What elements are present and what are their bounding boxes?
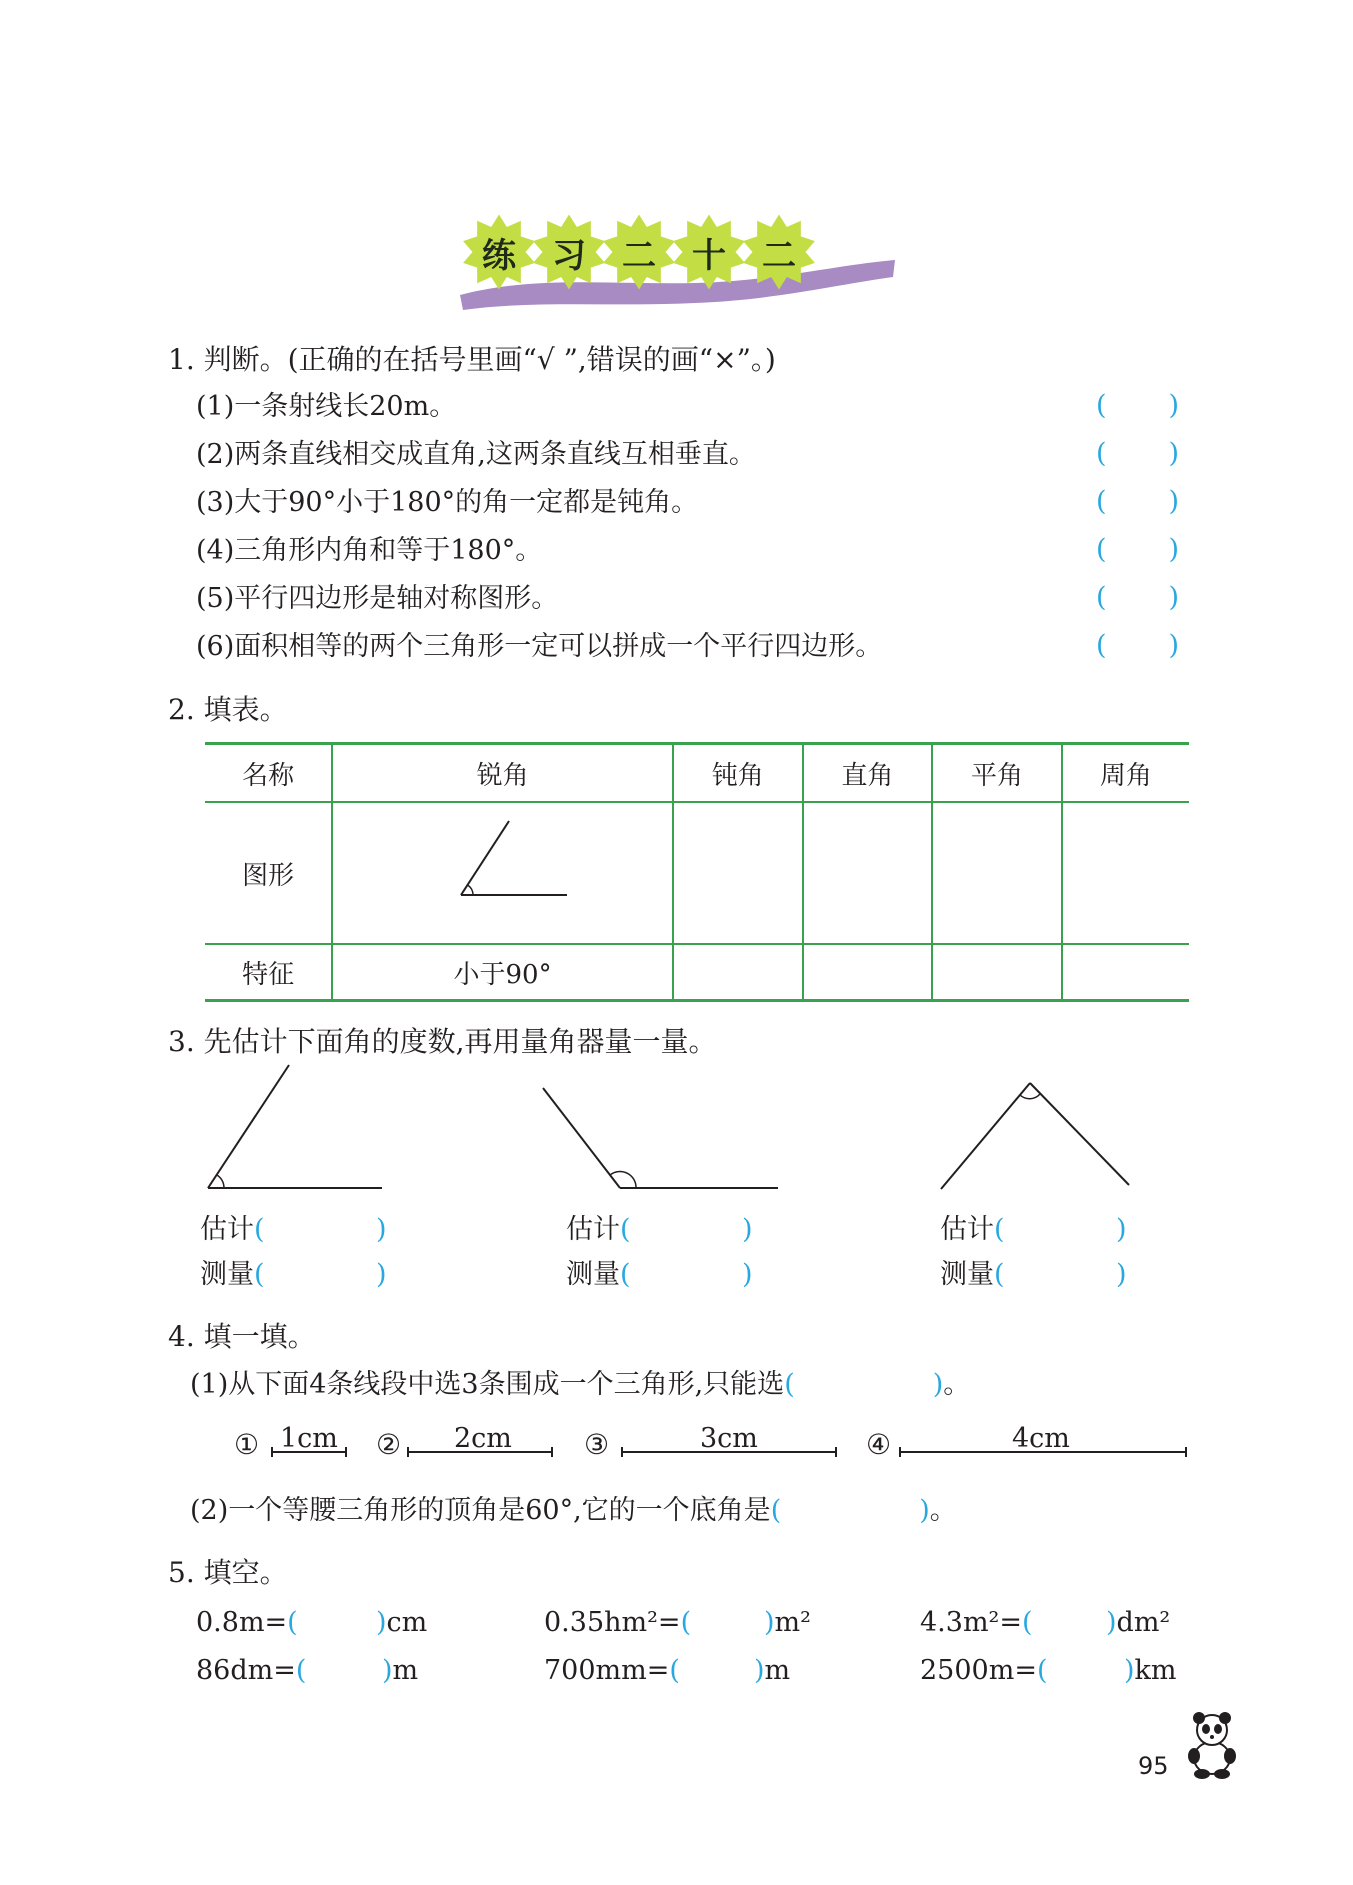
- q5-r1-c1-left[interactable]: 0.8m=(: [196, 1607, 298, 1638]
- segment-3-label: 3cm: [700, 1423, 758, 1454]
- segment-3-number: ③: [584, 1428, 610, 1461]
- q5-r1-c3-right: )dm²: [1106, 1607, 1171, 1638]
- segment-2-line: [406, 1446, 556, 1460]
- table-cell-round-shape[interactable]: [1062, 802, 1189, 944]
- page-number: 95: [1138, 1752, 1169, 1780]
- q3-estimate-2[interactable]: 估计(: [566, 1214, 631, 1245]
- segment-2-number: ②: [376, 1428, 402, 1461]
- segment-3-line: [620, 1446, 840, 1460]
- panda-mascot-icon: [1180, 1708, 1244, 1780]
- title-char-1: 练: [482, 235, 516, 276]
- q3-measure-2[interactable]: 测量(: [566, 1259, 631, 1290]
- table-cell-straight-feature[interactable]: [932, 944, 1062, 1001]
- q3-estimate-1[interactable]: 估计(: [200, 1214, 265, 1245]
- segment-1-line: [270, 1446, 350, 1460]
- table-header-right: 直角: [803, 744, 933, 803]
- q3-estimate-1-close: ): [376, 1214, 387, 1245]
- title-star-5: [740, 213, 818, 291]
- q5-r2-c2-right: )m: [754, 1655, 791, 1686]
- q5-r1-c2-left[interactable]: 0.35hm²=(: [544, 1607, 692, 1638]
- q3-measure-3[interactable]: 测量(: [940, 1259, 1005, 1290]
- table-header-name: 名称: [205, 744, 332, 803]
- table-cell-acute-feature: 小于90°: [332, 944, 673, 1001]
- q1-item-3: (3)大于90°小于180°的角一定都是钝角。: [196, 487, 699, 518]
- angle-figure-2: [535, 1080, 785, 1195]
- q5-r2-c3-left[interactable]: 2500m=(: [920, 1655, 1048, 1686]
- q1-answer-2[interactable]: ( ): [1096, 438, 1180, 469]
- q3-measure-1[interactable]: 测量(: [200, 1259, 265, 1290]
- q5-r1-c2-right: )m²: [764, 1607, 811, 1638]
- q3-estimate-2-close: ): [742, 1214, 753, 1245]
- angle-table: [205, 742, 1189, 1002]
- q1-item-2: (2)两条直线相交成直角,这两条直线互相垂直。: [196, 439, 756, 470]
- table-header-acute: 锐角: [332, 744, 673, 803]
- q5-r2-c2-left[interactable]: 700mm=(: [544, 1655, 680, 1686]
- table-header-obtuse: 钝角: [673, 744, 803, 803]
- q2-title: 2. 填表。: [168, 693, 288, 726]
- segment-2-label: 2cm: [454, 1423, 512, 1454]
- q5-r2-c1-left[interactable]: 86dm=(: [196, 1655, 307, 1686]
- q1-item-5: (5)平行四边形是轴对称图形。: [196, 583, 559, 614]
- q4-part1: (1)从下面4条线段中选3条围成一个三角形,只能选( )。: [190, 1369, 971, 1400]
- angle-figure-3: [935, 1075, 1135, 1195]
- q1-answer-3[interactable]: ( ): [1096, 486, 1180, 517]
- table-cell-right-shape[interactable]: [803, 802, 933, 944]
- table-cell-round-feature[interactable]: [1062, 944, 1189, 1001]
- segment-4-line: [898, 1446, 1190, 1460]
- table-header-straight: 平角: [932, 744, 1062, 803]
- q3-measure-3-close: ): [1116, 1259, 1127, 1290]
- angle-figure-1: [200, 1060, 400, 1195]
- title-char-3: 二: [622, 235, 656, 276]
- acute-angle-figure: [332, 802, 673, 944]
- q5-r1-c1-right: )cm: [376, 1607, 428, 1638]
- segment-4-label: 4cm: [1012, 1423, 1070, 1454]
- title-star-1: [460, 213, 538, 291]
- q3-estimate-3-close: ): [1116, 1214, 1127, 1245]
- q4-part2: (2)一个等腰三角形的顶角是60°,它的一个底角是( )。: [190, 1495, 957, 1526]
- table-cell-right-feature[interactable]: [803, 944, 933, 1001]
- q5-r2-c3-right: )km: [1124, 1655, 1177, 1686]
- title-char-4: 十: [692, 235, 726, 276]
- title-char-2: 习: [552, 235, 586, 276]
- q1-title: 1. 判断。(正确的在括号里画“√ ”,错误的画“×”。): [168, 343, 776, 376]
- q1-answer-5[interactable]: ( ): [1096, 582, 1180, 613]
- table-row-label-shape: 图形: [205, 802, 332, 944]
- title-star-2: [530, 213, 608, 291]
- title-banner: [460, 205, 900, 315]
- q3-measure-2-close: ): [742, 1259, 753, 1290]
- title-char-5: 二: [762, 235, 796, 276]
- q4-title: 4. 填一填。: [168, 1320, 316, 1353]
- q5-title: 5. 填空。: [168, 1556, 288, 1589]
- q3-measure-1-close: ): [376, 1259, 387, 1290]
- q1-item-6: (6)面积相等的两个三角形一定可以拼成一个平行四边形。: [196, 631, 883, 662]
- q1-answer-6[interactable]: ( ): [1096, 630, 1180, 661]
- table-row-label-feature: 特征: [205, 944, 332, 1001]
- title-star-3: [600, 213, 678, 291]
- q1-answer-1[interactable]: ( ): [1096, 390, 1180, 421]
- segment-1-label: 1cm: [280, 1423, 338, 1454]
- table-cell-straight-shape[interactable]: [932, 802, 1062, 944]
- q1-item-4: (4)三角形内角和等于180°。: [196, 535, 543, 566]
- table-cell-obtuse-shape[interactable]: [673, 802, 803, 944]
- q1-answer-4[interactable]: ( ): [1096, 534, 1180, 565]
- q1-item-1: (1)一条射线长20m。: [196, 391, 457, 422]
- q5-r2-c1-right: )m: [382, 1655, 419, 1686]
- q5-r1-c3-left[interactable]: 4.3m²=(: [920, 1607, 1033, 1638]
- segment-4-number: ④: [866, 1428, 892, 1461]
- table-cell-obtuse-feature[interactable]: [673, 944, 803, 1001]
- title-star-4: [670, 213, 748, 291]
- q3-title: 3. 先估计下面角的度数,再用量角器量一量。: [168, 1025, 717, 1058]
- segment-1-number: ①: [234, 1428, 260, 1461]
- q3-estimate-3[interactable]: 估计(: [940, 1214, 1005, 1245]
- table-header-round: 周角: [1062, 744, 1189, 803]
